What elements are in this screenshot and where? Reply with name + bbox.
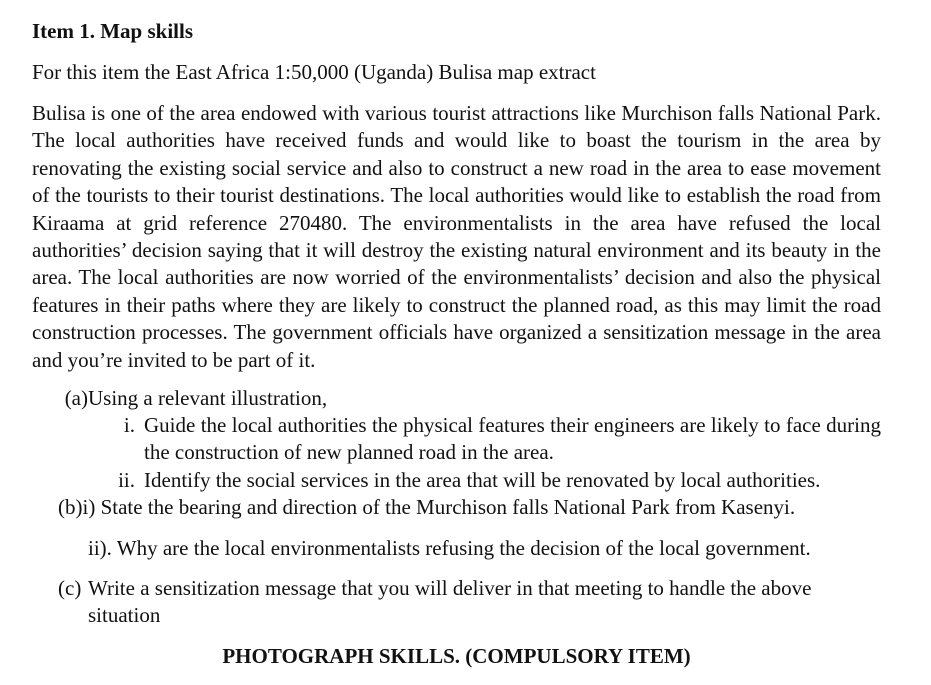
question-a-ii-number: ii. (118, 468, 135, 492)
question-b-ii: ii). Why are the local environmentalists refusing the decision of the local government. (88, 536, 811, 560)
question-a-i-number: i. (123, 413, 135, 437)
question-a-label: (a) (64, 386, 88, 410)
question-c (58, 575, 881, 630)
scenario-paragraph: Bulisa is one of the area endowed with various tourist attractions like Murchison falls National Park. The local authorities have received funds and would like to boast the tourism in the area by renovating the existing social service and also to construct a new road in the area to ease movement of the tourists to their tourist destinations. The local authorities would like to establish the road from Kiraama at grid reference 270480. The environmentalists in the area have refused the local authorities’ decision saying that it will destroy the existing natural environment and its beauty in the area. The local authorities are now worried of the environmentalists’ decision and also the physical features in their paths where they are likely to construct the planned road, as this may limit the road construction processes. The government officials have organized a sensitization message in the area and you’re invited to be part of it. (32, 101, 881, 372)
item-heading: Item 1. Map skills (32, 19, 194, 43)
cropped-text-fragment (580, 0, 588, 2)
question-c-label: (c) (58, 576, 82, 600)
question-a-i (100, 412, 881, 467)
question-a-ii (100, 467, 881, 494)
question-a-ii-text: Identify the social services in the area that will be renovated by local authorities. (144, 468, 821, 492)
section-footer-title: PHOTOGRAPH SKILLS. (COMPULSORY ITEM) (222, 644, 691, 668)
cropped-text-fragment (400, 0, 408, 2)
question-b-i: (b)i) State the bearing and direction of the Murchison falls National Park from Kasenyi. (58, 495, 796, 519)
question-a-text: Using a relevant illustration, (88, 386, 328, 410)
question-a-i-text: Guide the local authorities the physical features their engineers are likely to face during the construction of new planned road in the area. (144, 413, 881, 465)
question-a (58, 385, 327, 412)
question-c-text-line1: Write a sensitization message that you will deliver in that meeting to handle the above (88, 576, 812, 600)
question-c-text-line2: situation (88, 603, 161, 628)
item-intro: For this item the East Africa 1:50,000 (Uganda) Bulisa map extract (32, 60, 596, 84)
